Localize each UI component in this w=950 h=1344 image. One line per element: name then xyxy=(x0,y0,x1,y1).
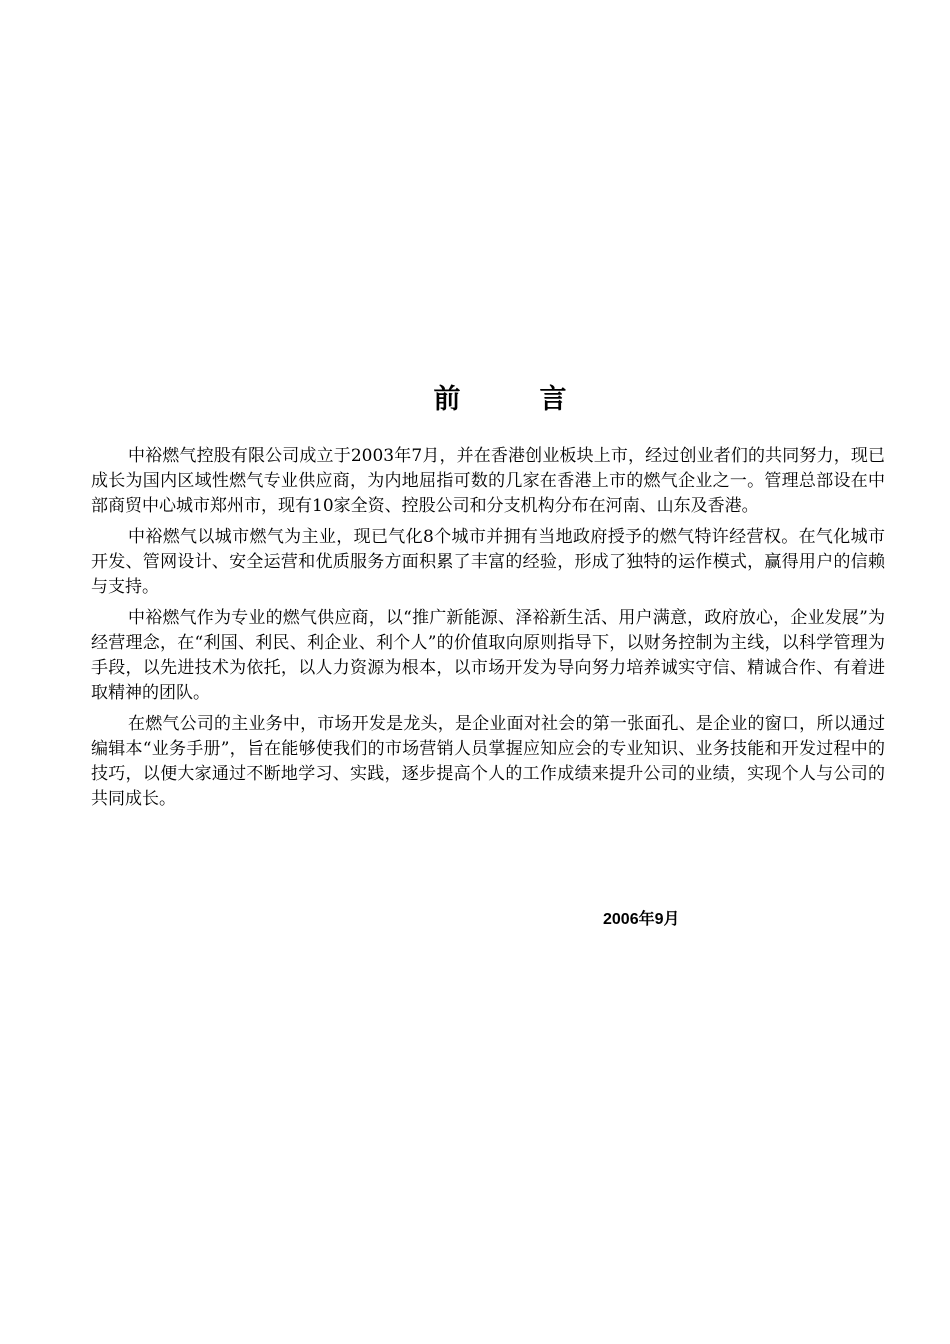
paragraph-philosophy: 中裕燃气作为专业的燃气供应商，以“推广新能源、泽裕新生活、用户满意，政府放心，企业发展”为经营理念，在“利国、利民、利企业、利个人”的价值取向原则指导下，以财务控制为主线，以科学管理为手段，以先进技术为依托，以人力资源为根本，以市场开发为导向努力培养诚实守信、精诚合作、有着进取精神的团队。 xyxy=(91,608,885,703)
paragraph-handbook-purpose: 在燃气公司的主业务中，市场开发是龙头，是企业面对社会的第一张面孔、是企业的窗口，所以通过编辑本“业务手册”，旨在能够使我们的市场营销人员掌握应知应会的专业知识、业务技能和开发过程中的技巧，以便大家通过不断地学习、实践，逐步提高个人的工作成绩来提升公司的业绩，实现个人与公司的共同成长。 xyxy=(91,714,885,809)
body-text xyxy=(91,444,885,818)
paragraph-company-intro: 中裕燃气控股有限公司成立于2003年7月，并在香港创业板块上市，经过创业者们的共同努力，现已成长为国内区域性燃气专业供应商，为内地屈指可数的几家在香港上市的燃气企业之一。管理总部设在中部商贸中心城市郑州市，现有10家全资、控股公司和分支机构分布在河南、山东及香港。 xyxy=(91,446,885,516)
paragraph-main-business: 中裕燃气以城市燃气为主业，现已气化8个城市并拥有当地政府授予的燃气特许经营权。在气化城市开发、管网设计、安全运营和优质服务方面积累了丰富的经验，形成了独特的运作模式，赢得用户的信赖与支持。 xyxy=(91,527,885,597)
document-date: 2006年9月 xyxy=(603,911,680,928)
page-title: 前 言 xyxy=(433,384,593,415)
